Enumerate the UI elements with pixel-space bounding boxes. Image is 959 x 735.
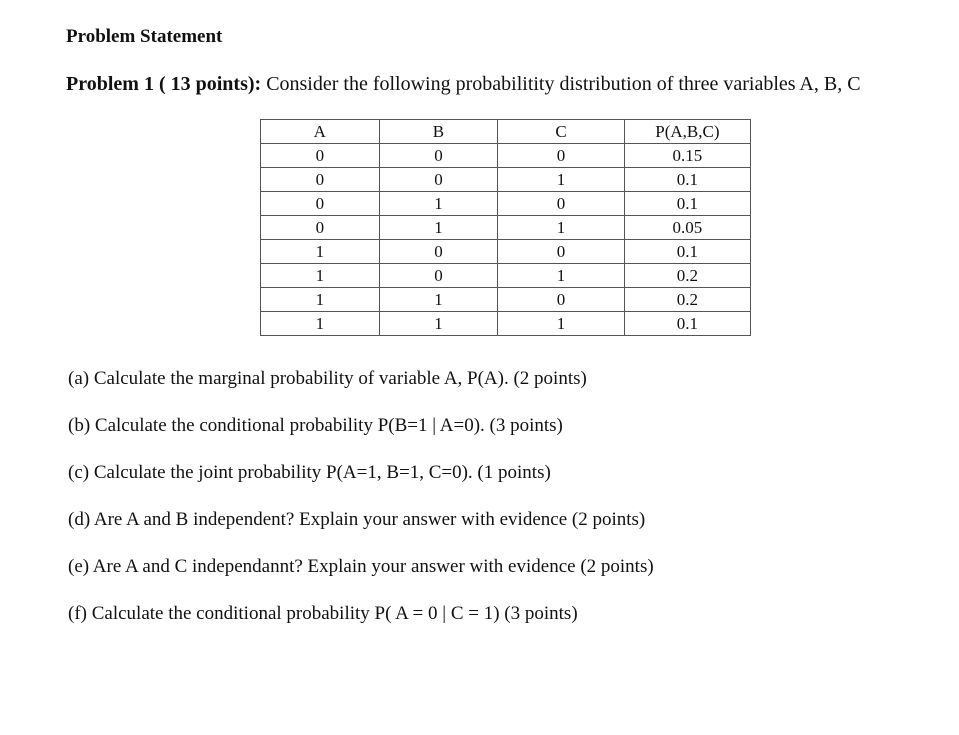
table-row (261, 312, 751, 336)
cell-b: 0 (379, 264, 498, 288)
header-b: B (379, 120, 498, 144)
cell-p: 0.1 (624, 240, 750, 264)
problem-label: Problem 1 ( 13 points): (66, 73, 262, 95)
table-row (261, 168, 751, 192)
table-row (261, 192, 751, 216)
cell-b: 1 (379, 216, 498, 240)
cell-p: 0.2 (624, 264, 750, 288)
question-d: (d) Are A and B independent? Explain your answer with evidence (2 points) (68, 509, 646, 530)
cell-c: 0 (498, 288, 625, 312)
probability-table (260, 119, 751, 336)
table-row (261, 240, 751, 264)
table-row (261, 264, 751, 288)
cell-b: 1 (379, 192, 498, 216)
cell-b: 0 (379, 240, 498, 264)
cell-c: 1 (498, 216, 625, 240)
cell-b: 0 (379, 168, 498, 192)
cell-p: 0.15 (624, 144, 750, 168)
cell-c: 1 (498, 312, 625, 336)
cell-a: 0 (261, 168, 380, 192)
cell-c: 1 (498, 264, 625, 288)
table-row (261, 288, 751, 312)
question-b: (b) Calculate the conditional probability P(B=1 | A=0). (3 points) (68, 415, 563, 436)
cell-a: 1 (261, 264, 380, 288)
problem-text: Consider the following probabilitity distribution of three variables A, B, C (261, 73, 861, 95)
cell-c: 0 (498, 240, 625, 264)
question-f: (f) Calculate the conditional probability P( A = 0 | C = 1) (3 points) (68, 603, 578, 624)
header-c: C (498, 120, 625, 144)
cell-a: 0 (261, 144, 380, 168)
cell-a: 1 (261, 240, 380, 264)
table-header-row (261, 120, 751, 144)
cell-b: 0 (379, 144, 498, 168)
table-row (261, 216, 751, 240)
header-a: A (261, 120, 380, 144)
page-heading: Problem Statement (66, 26, 223, 47)
question-list (68, 367, 654, 649)
cell-b: 1 (379, 288, 498, 312)
problem-intro (66, 73, 861, 96)
cell-a: 1 (261, 288, 380, 312)
cell-c: 1 (498, 168, 625, 192)
cell-b: 1 (379, 312, 498, 336)
cell-c: 0 (498, 192, 625, 216)
cell-p: 0.05 (624, 216, 750, 240)
cell-p: 0.1 (624, 192, 750, 216)
cell-a: 1 (261, 312, 380, 336)
cell-p: 0.1 (624, 312, 750, 336)
cell-a: 0 (261, 192, 380, 216)
cell-a: 0 (261, 216, 380, 240)
table-row (261, 144, 751, 168)
cell-p: 0.2 (624, 288, 750, 312)
question-e: (e) Are A and C independannt? Explain your answer with evidence (2 points) (68, 556, 654, 577)
question-a: (a) Calculate the marginal probability of variable A, P(A). (2 points) (68, 368, 587, 389)
question-c: (c) Calculate the joint probability P(A=1, B=1, C=0). (1 points) (68, 462, 551, 483)
header-p: P(A,B,C) (624, 120, 750, 144)
cell-c: 0 (498, 144, 625, 168)
cell-p: 0.1 (624, 168, 750, 192)
